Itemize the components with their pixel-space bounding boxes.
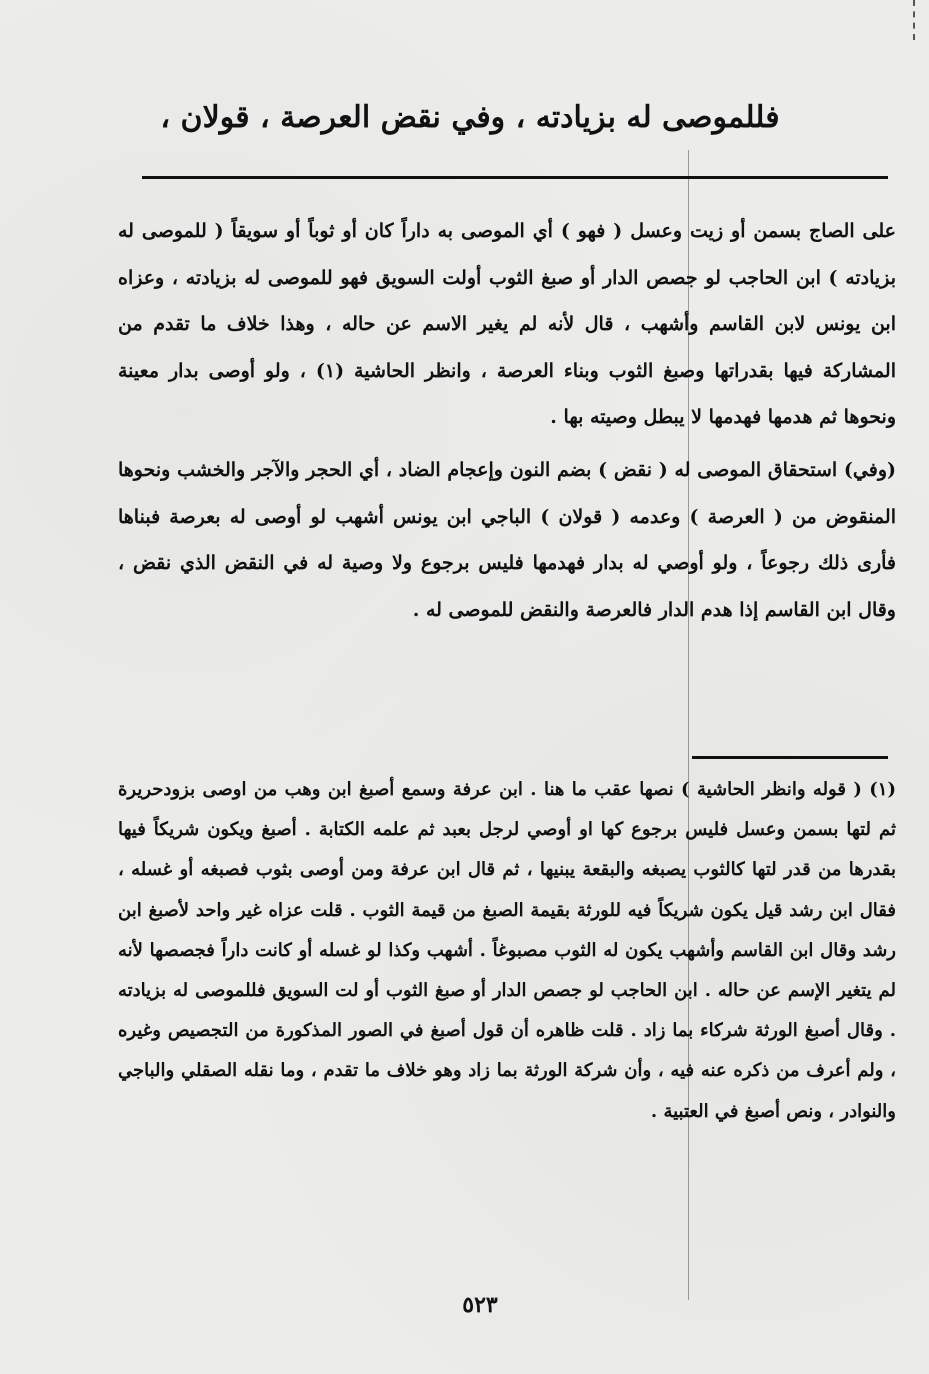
footnote-block bbox=[118, 770, 896, 1132]
header-rule bbox=[142, 176, 888, 179]
footnote-text: (١) ( قوله وانظر الحاشية ) نصها عقب ما هنا . ابن عرفة وسمع أصبغ ابن وهب من اوصى بزودحريرة ثم لتها بسمن وعسل فليس برجوع كها او أوصي لرجل بعبد ثم علمه الكتابة . أصبغ ويكون شريكاً فيها بقدرها من قدر لتها كالثوب يصبغه والبقعة يبنيها ، ثم قال ابن عرفة ومن أوصى بثوب فصبغه أو غسله ، فقال ابن رشد قيل يكون شريكاً فيه للورثة بقيمة الصبغ من قيمة الثوب . قلت عزاه غير واحد لأصبغ ابن رشد وقال ابن القاسم وأشهب يكون له الثوب مصبوغاً . أشهب وكذا لو غسله أو كانت داراً فجصصها لأنه لم يتغير الإسم عن حاله . ابن الحاجب لو جصص الدار أو صبغ الثوب أو لت السويق فللموصى له بزيادته . وقال أصبغ الورثة شركاء بما زاد . قلت ظاهره أن قول أصبغ في الصور المذكورة من التجصيص وغيره ، ولم أعرف من ذكره عنه فيه ، وأن شركة الورثة بما زاد وهو خلاف ما تقدم ، وما نقله الصقلي والباجي والنوادر ، ونص أصبغ في العتبية . bbox=[118, 779, 897, 1122]
main-paragraph-2: (وفي) استحقاق الموصى له ( نقض ) بضم النون وإعجام الضاد ، أي الحجر والآجر والخشب ونحوها المنقوض من ( العرصة ) وعدمه ( قولان ) الباجي ابن يونس أشهب لو أوصى له بعرصة فبناها فأرى ذلك رجوعاً ، ولو أوصي له بدار فهدمها فليس برجوع ولا وصية له في النقض الذي نقض ، وقال ابن القاسم إذا هدم الدار فالعرصة والنقض للموصى له . bbox=[118, 458, 896, 621]
footnote-separator bbox=[692, 756, 888, 759]
main-paragraph-1: على الصاج بسمن أو زيت وعسل ( فهو ) أي الموصى به داراً كان أو ثوباً أو سويقاً ( للموصى له بزيادته ) ابن الحاجب لو جصص الدار أو صبغ الثوب أولت السويق فهو للموصى له بزيادته ، وعزاه ابن يونس لابن القاسم وأشهب ، قال لأنه لم يغير الاسم عن حاله ، وهذا خلاف ما تقدم من المشاركة فيها بقدراتها وصبغ الثوب وبناء العرصة ، وانظر الحاشية (١) ، ولو أوصى بدار معينة ونحوها ثم هدمها فهدمها لا يبطل وصيته بها . bbox=[118, 220, 896, 429]
page-number: ٥٢٣ bbox=[462, 1292, 498, 1318]
main-text-body bbox=[118, 208, 896, 633]
running-header: فللموصى له بزيادته ، وفي نقض العرصة ، قولان ، bbox=[160, 100, 780, 135]
scan-edge-mark bbox=[913, 0, 923, 40]
